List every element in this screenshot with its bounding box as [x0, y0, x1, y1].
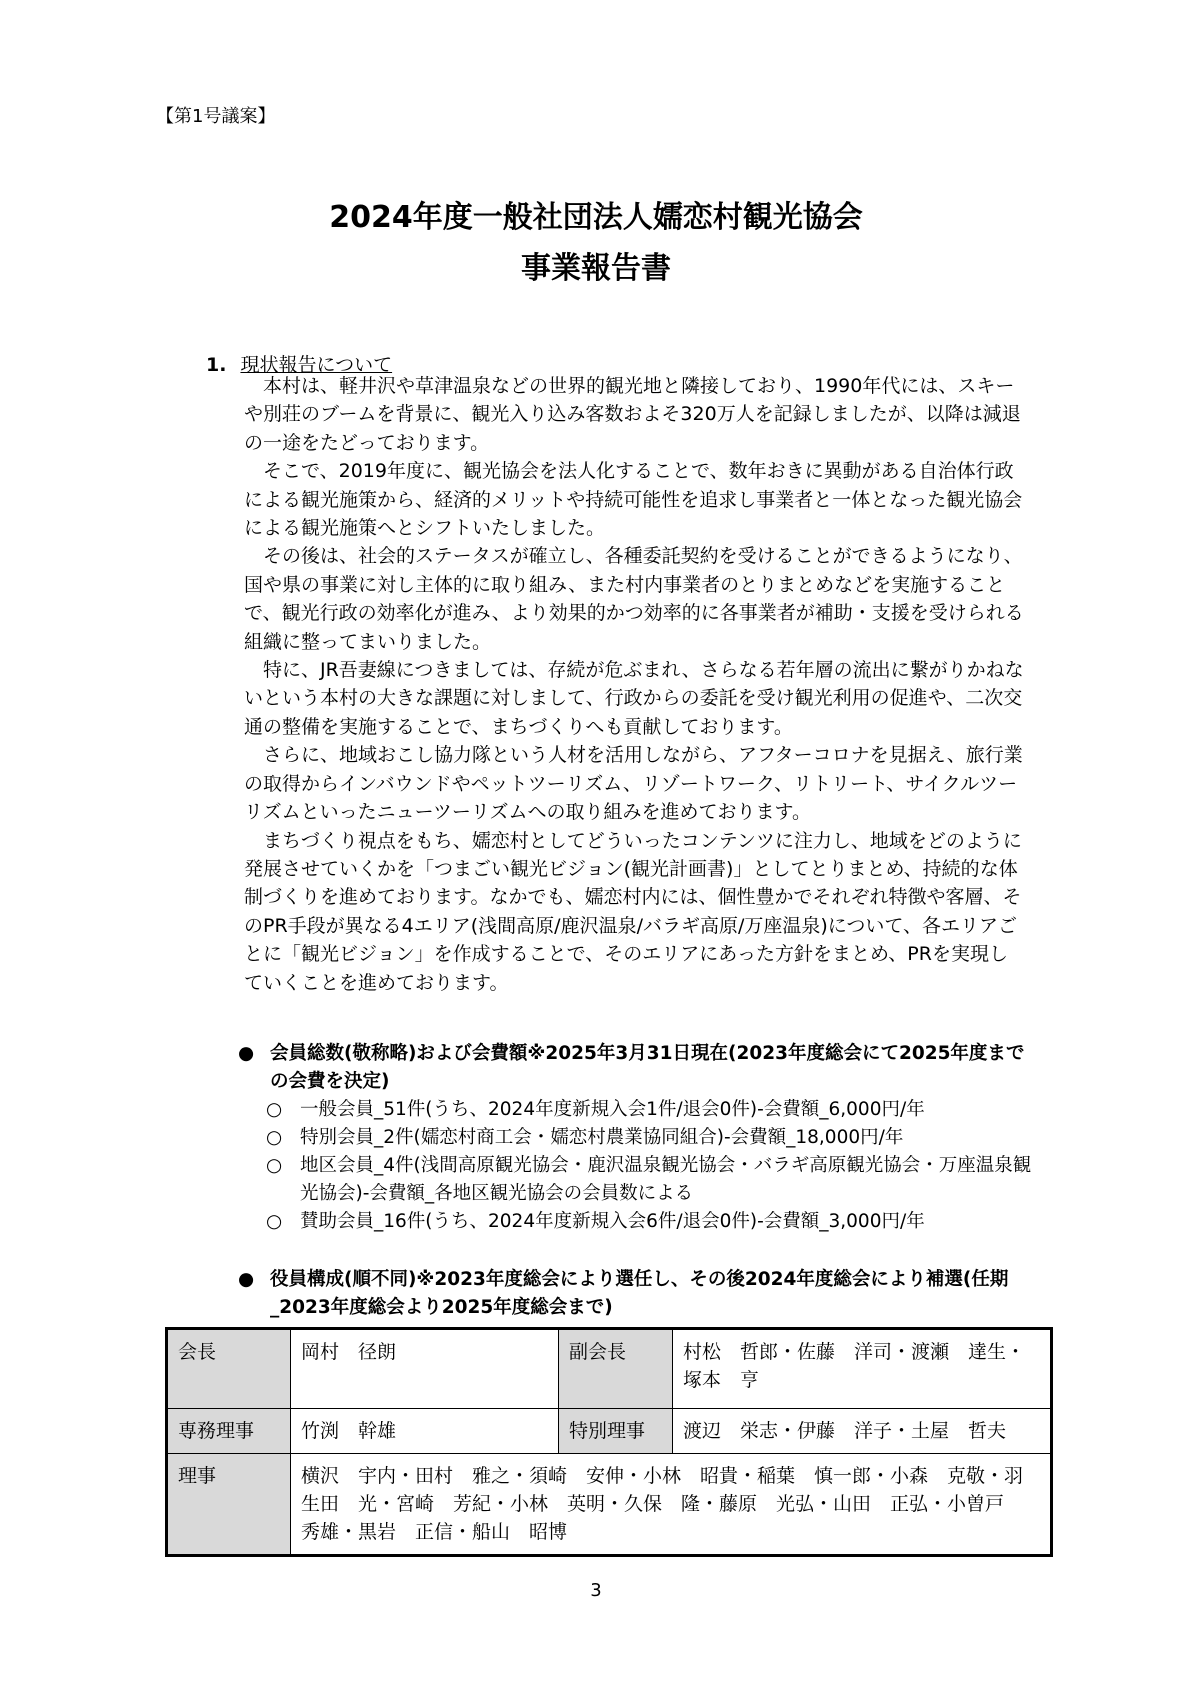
member-type: 地区会員_4件(浅間高原観光協会・鹿沢温泉観光協会・バラギ高原観光協会・万座温泉観光協会)-会費額_各地区観光協会の会員数による	[300, 1155, 1032, 1204]
bullet-icon: ●	[238, 1269, 255, 1290]
circle-bullet-icon: ○	[266, 1127, 283, 1148]
table-cell: 渡辺 栄志・伊藤 洋子・土屋 哲夫	[673, 1409, 1052, 1454]
document-title: 2024年度一般社団法人嬬恋村観光協会	[329, 200, 863, 235]
list-item	[236, 1040, 1036, 1096]
members-list	[236, 1040, 1036, 1236]
paragraph: 本村は、軽井沢や草津温泉などの世界的観光地と隣接しており、1990年代には、スキーや別荘のブームを背景に、観光入り込み客数およそ320万人を記録しましたが、以降は減退の一途をたどっております。	[244, 375, 1021, 454]
list-item	[236, 1208, 1036, 1236]
section-number: 1.	[206, 354, 227, 376]
member-type: 一般会員_51件(うち、2024年度新規入会1件/退会0件)-会費額_6,000円/年	[300, 1099, 925, 1120]
table-label-cell: 特別理事	[559, 1409, 673, 1454]
table-label-cell: 副会長	[559, 1329, 673, 1409]
member-type: 特別会員_2件(嬬恋村商工会・嬬恋村農業協同組合)-会費額_18,000円/年	[300, 1127, 904, 1148]
table-label-cell: 理事	[167, 1454, 291, 1556]
section-title: 現状報告について	[240, 354, 393, 376]
document-subtitle: 事業報告書	[521, 251, 671, 286]
list-item	[236, 1124, 1036, 1152]
paragraph: その後は、社会的ステータスが確立し、各種委託契約を受けることができるようになり、国や県の事業に対し主体的に取り組み、また村内事業者のとりまとめなどを実施することで、観光行政の効率化が進み、より効果的かつ効率的に各事業者が補助・支援を受けられる組織に整ってまいりました。	[244, 545, 1024, 653]
circle-bullet-icon: ○	[266, 1155, 283, 1176]
paragraph: そこで、2019年度に、観光協会を法人化することで、数年おきに異動がある自治体行政による観光施策から、経済的メリットや持続可能性を追求し事業者と一体となった観光協会による観光施策へとシフトいたしました。	[244, 460, 1023, 540]
section-body	[244, 372, 1024, 997]
page-number: 3	[590, 1580, 602, 1601]
paragraph: 特に、JR吾妻線につきましては、存続が危ぶまれ、さらなる若年層の流出に繋がりかねないという本村の大きな課題に対しまして、行政からの委託を受け観光利用の促進や、二次交通の整備を実施することで、まちづくりへも貢献しております。	[244, 659, 1024, 738]
list-item	[236, 1152, 1036, 1208]
bullet-icon: ●	[238, 1043, 255, 1064]
table-cell: 村松 哲郎・佐藤 洋司・渡瀬 達生・塚本 亨	[673, 1329, 1052, 1409]
circle-bullet-icon: ○	[266, 1099, 283, 1120]
table-row	[167, 1454, 1052, 1556]
paragraph: まちづくり視点をもち、嬬恋村としてどういったコンテンツに注力し、地域をどのように発展させていくかを「つまごい観光ビジョン(観光計画書)」としてとりまとめ、持続的な体制づくりを進めております。なかでも、嬬恋村内には、個性豊かでそれぞれ特徴や客層、そのPR手段が異なる4エリア(浅間高原/鹿沢温泉/バラギ高原/万座温泉)について、各エリアごとに「観光ビジョン」を作成することで、そのエリアにあった方針をまとめ、PRを実現していくことを進めております。	[244, 829, 1022, 994]
officers-list	[236, 1266, 1036, 1322]
table-row	[167, 1409, 1052, 1454]
officers-heading: 役員構成(順不同)※2023年度総会により選任し、その後2024年度総会により補選(任期_2023年度総会より2025年度総会まで)	[270, 1269, 1009, 1318]
list-item	[236, 1266, 1036, 1322]
table-label-cell: 会長	[167, 1329, 291, 1409]
member-type: 賛助会員_16件(うち、2024年度新規入会6件/退会0件)-会費額_3,000円/年	[300, 1211, 925, 1232]
agenda-label: 【第1号議案】	[156, 106, 276, 127]
officers-table	[165, 1327, 1053, 1557]
table-cell: 岡村 径朗	[291, 1329, 559, 1409]
table-row	[167, 1329, 1052, 1409]
table-cell: 横沢 宇内・田村 雅之・須崎 安伸・小林 昭貴・稲葉 慎一郎・小森 克敬・羽生田 光・宮崎 芳紀・小林 英明・久保 隆・藤原 光弘・山田 正弘・小曽戸 秀雄・黒岩 正信・船山 昭博	[291, 1454, 1052, 1556]
table-label-cell: 専務理事	[167, 1409, 291, 1454]
members-heading: 会員総数(敬称略)および会費額※2025年3月31日現在(2023年度総会にて2025年度までの会費を決定)	[270, 1043, 1025, 1092]
circle-bullet-icon: ○	[266, 1211, 283, 1232]
table-cell: 竹渕 幹雄	[291, 1409, 559, 1454]
list-item	[236, 1096, 1036, 1124]
paragraph: さらに、地域おこし協力隊という人材を活用しながら、アフターコロナを見据え、旅行業の取得からインバウンドやペットツーリズム、リゾートワーク、リトリート、サイクルツーリズムといったニューツーリズムへの取り組みを進めております。	[244, 744, 1023, 824]
